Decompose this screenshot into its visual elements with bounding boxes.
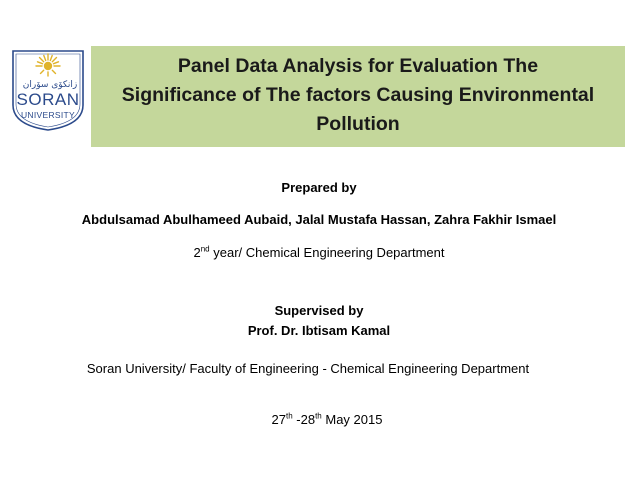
title-line-2: Significance of The factors Causing Environmental (121, 84, 595, 106)
logo-university-text: UNIVERSITY (20, 110, 75, 120)
supervised-by-label: Supervised by (274, 303, 364, 318)
affiliation: Soran University/ Faculty of Engineering - Chemical Engineering Department (86, 361, 530, 376)
prepared-by-label: Prepared by (281, 180, 357, 195)
logo-kurdish-text: زانكۆی سۆران (22, 80, 78, 90)
conference-date (8, 412, 638, 427)
title-line-1: Panel Data Analysis for Evaluation The (177, 55, 539, 77)
date-month-year: May 2015 (321, 412, 383, 427)
authors: Abdulsamad Abulhameed Aubaid, Jalal Mustafa Hassan, Zahra Fakhir Ismael (81, 212, 557, 227)
date-suffix-1: th (286, 411, 293, 421)
year-department-text: year/ Chemical Engineering Department (209, 245, 445, 260)
date-day-1: 27 (271, 412, 286, 427)
year-department (0, 245, 638, 260)
slide-title (91, 52, 625, 139)
title-line-3: Pollution (316, 113, 400, 135)
supervisor-name: Prof. Dr. Ibtisam Kamal (247, 323, 391, 338)
logo-soran-text: SORAN (16, 90, 80, 109)
date-suffix-2: th (315, 411, 322, 421)
date-day-2: -28 (292, 412, 316, 427)
year-suffix: nd (200, 244, 210, 254)
year-number: 2 (193, 245, 201, 260)
